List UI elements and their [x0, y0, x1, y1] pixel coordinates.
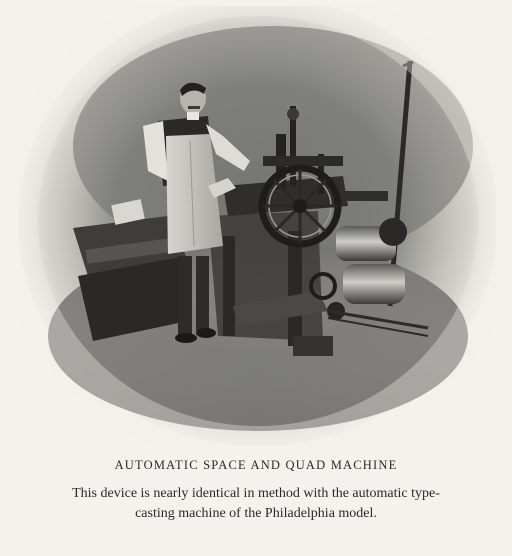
caption-title: AUTOMATIC SPACE AND QUAD MACHINE	[114, 458, 398, 472]
halftone-photograph	[18, 6, 496, 446]
caption-line-1: This device is nearly identical in method with the automatic type-	[72, 486, 440, 501]
caption-line-2: casting machine of the Philadelphia model.	[135, 506, 377, 521]
caption-text	[30, 484, 482, 524]
